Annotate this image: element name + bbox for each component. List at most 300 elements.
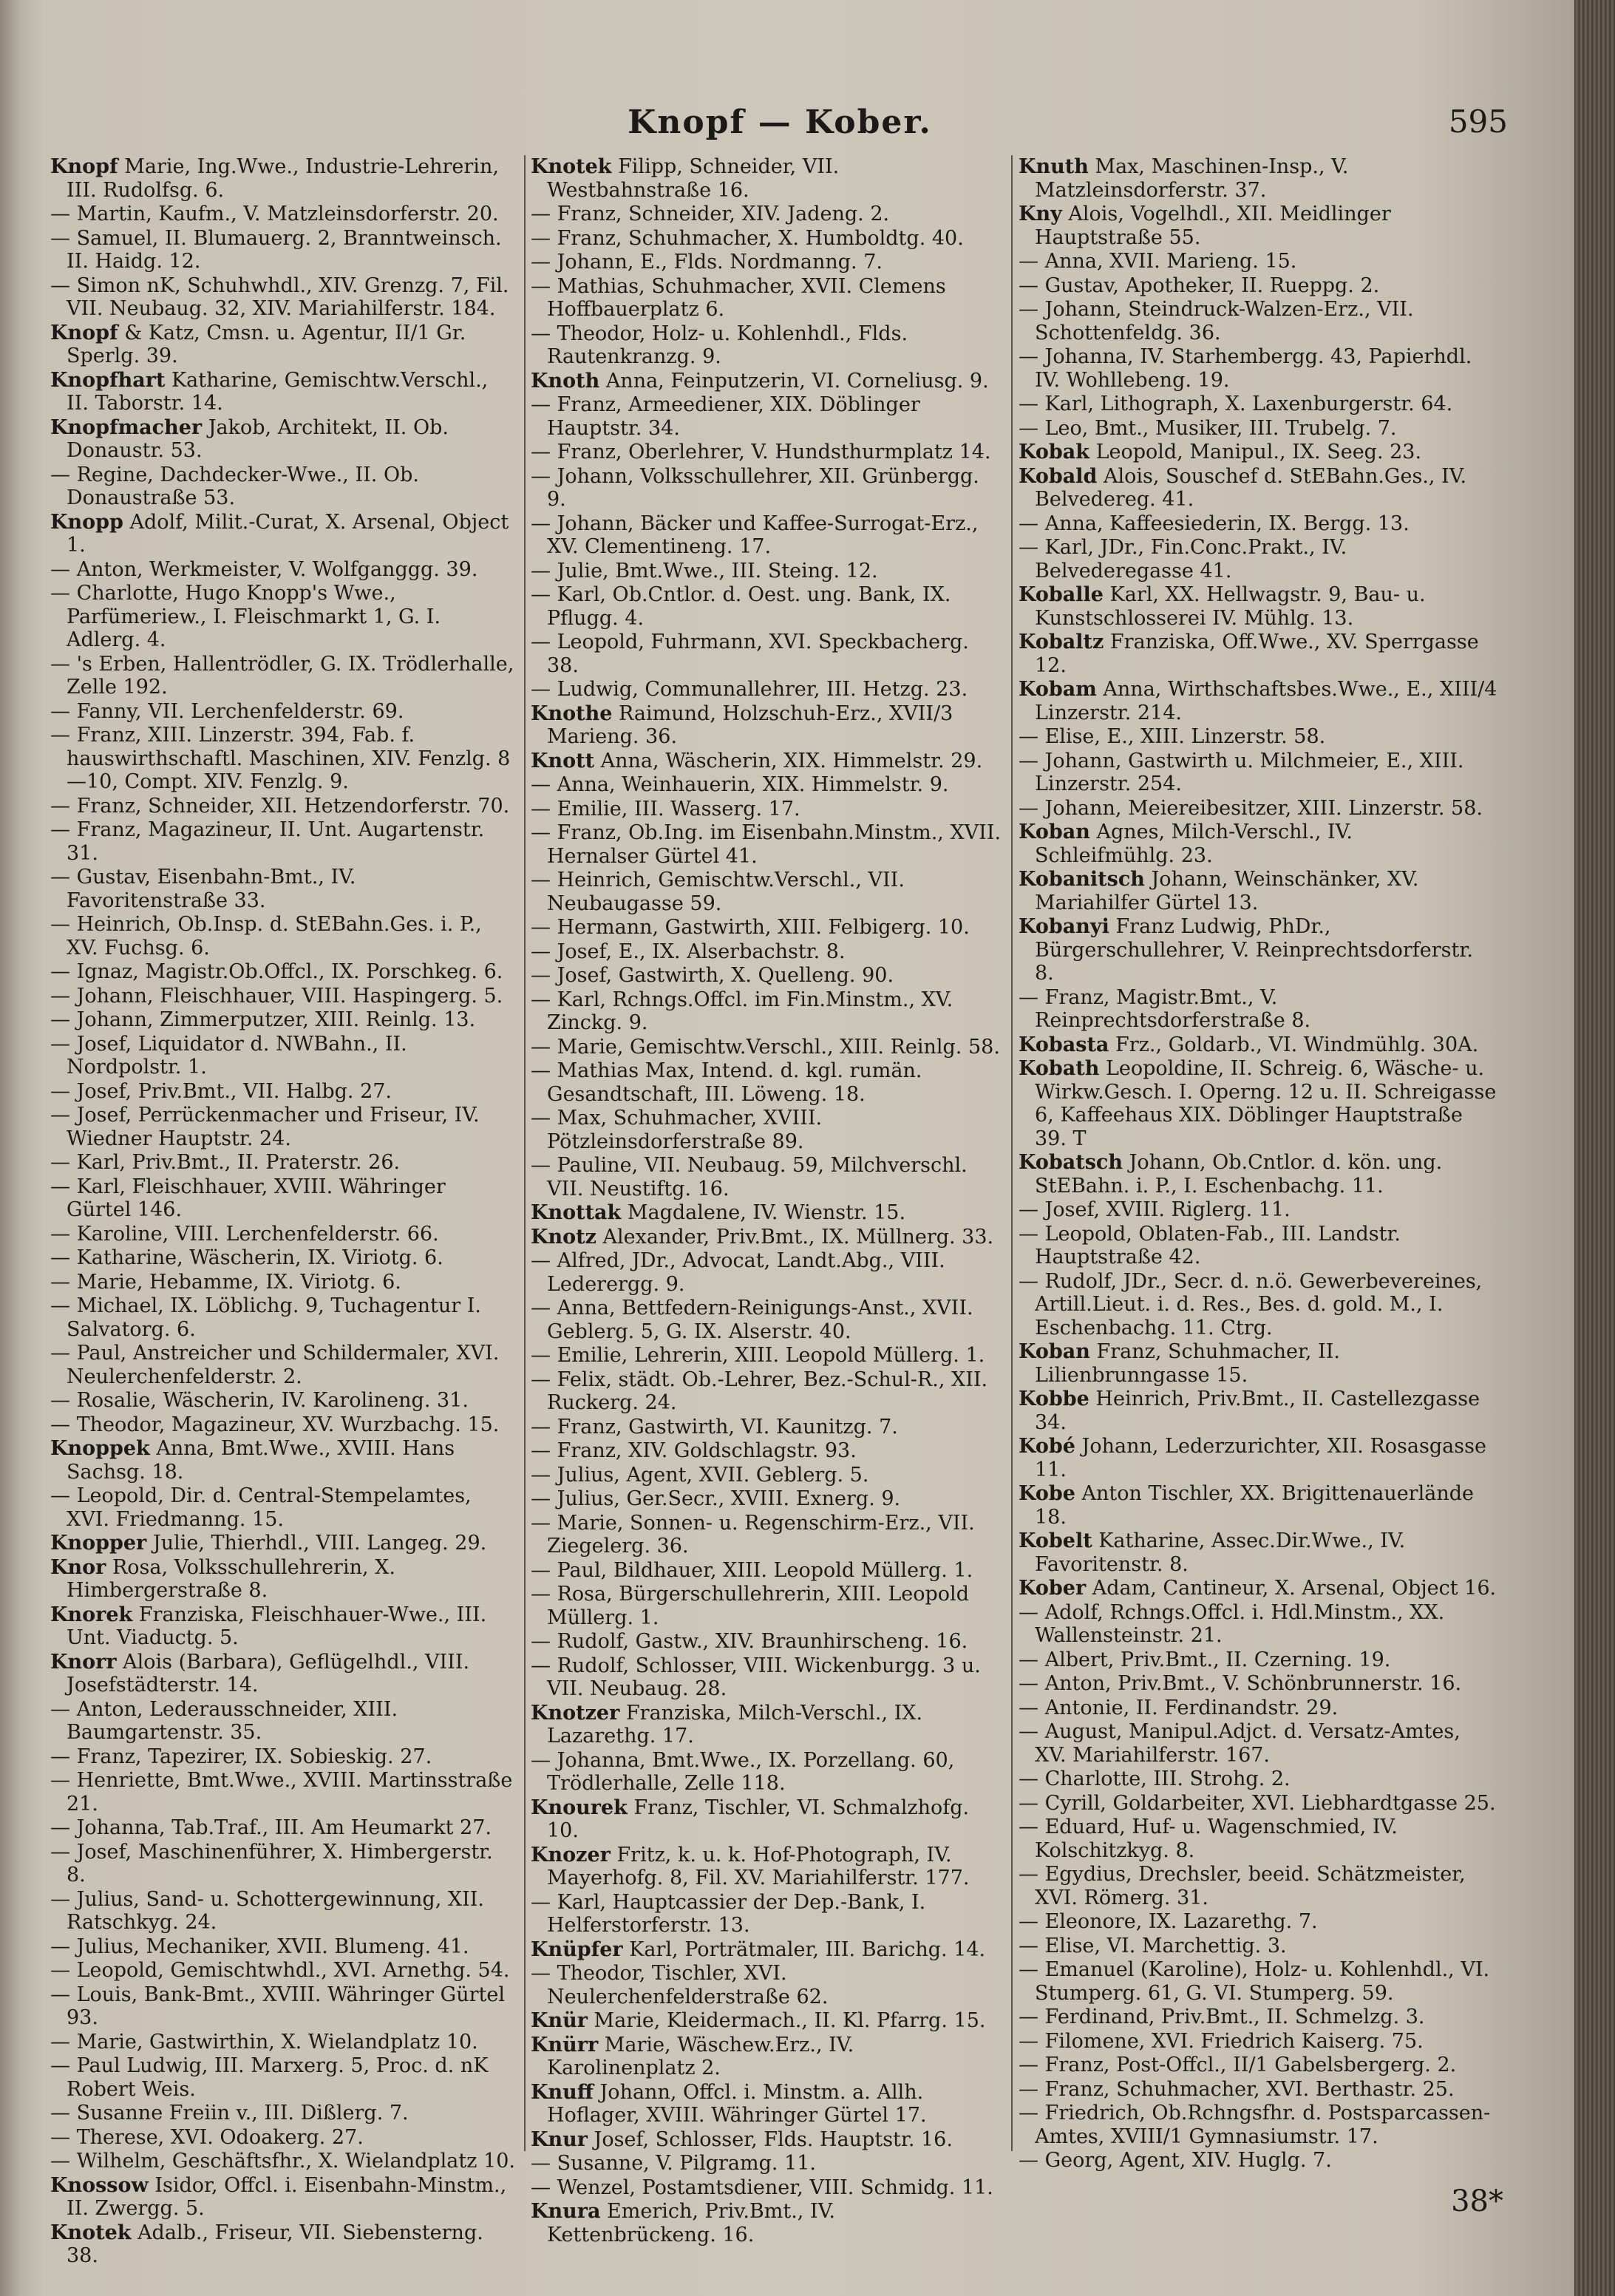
- entry-text: — Karl, JDr., Fin.Conc.Prakt., IV. Belvederegasse 41.: [1019, 536, 1347, 583]
- entry-text: Leopold, Manipul., IX. Seeg. 23.: [1095, 441, 1422, 463]
- entry-text: Emerich, Priv.Bmt., IV. Kettenbrückeng. 16.: [547, 2200, 835, 2246]
- directory-entry: [50, 582, 516, 652]
- entry-text: — Gustav, Eisenbahn-Bmt., IV. Favoritenstraße 33.: [50, 866, 356, 912]
- entry-text: — Adolf, Rchngs.Offcl. i. Hdl.Minstm., XX. Wallensteinstr. 21.: [1019, 1600, 1445, 1647]
- entry-text: Alois (Barbara), Geflügelhdl., VIII. Josefstädterstr. 14.: [67, 1650, 470, 1696]
- directory-entry: [50, 1104, 516, 1150]
- directory-entry: [531, 1059, 1004, 1106]
- entry-text: — Hermann, Gastwirth, XIII. Felbigerg. 10.: [531, 916, 970, 939]
- directory-entry: [1019, 1270, 1497, 1340]
- entry-surname: Kobald: [1019, 464, 1098, 488]
- entry-text: — Marie, Gastwirthin, X. Wielandplatz 10.: [50, 2030, 478, 2054]
- entry-surname: Knoppek: [50, 1437, 150, 1460]
- entry-text: — Pauline, VII. Neubaug. 59, Milchverschl. VII. Neustiftg. 16.: [531, 1154, 968, 1200]
- directory-entry: [531, 1749, 1004, 1796]
- directory-entry: [50, 2102, 516, 2125]
- directory-entry: [50, 511, 516, 557]
- directory-entry: [50, 818, 516, 865]
- entry-surname: Knüpfer: [531, 1937, 623, 1961]
- entry-surname: Knopfmacher: [50, 415, 203, 439]
- directory-entry: [50, 913, 516, 960]
- directory-entry: [531, 155, 1004, 202]
- entry-surname: Kny: [1019, 203, 1062, 225]
- directory-entry: [50, 1246, 516, 1270]
- directory-entry: [531, 2200, 1004, 2246]
- entry-text: — Simon nK, Schuhwhdl., XIV. Grenzg. 7, Fil. VII. Neubaug. 32, XIV. Mariahilferstr. 184.: [50, 274, 509, 320]
- entry-text: — Leopold, Gemischtwhdl., XVI. Arnethg. 54.: [50, 1959, 510, 1982]
- entry-text: Karl, XX. Hellwagstr. 9, Bau- u. Kunstschlosserei IV. Mühlg. 13.: [1035, 583, 1426, 630]
- directory-entry: [1019, 274, 1497, 298]
- directory-entry: [531, 441, 1004, 464]
- entry-text: Marie, Wäschew.Erz., IV. Karolinenplatz 2.: [547, 2033, 854, 2079]
- entry-surname: Kobam: [1019, 678, 1097, 701]
- entry-text: Jakob, Architekt, II. Ob. Donaustr. 53.: [67, 415, 449, 462]
- directory-entry: [50, 558, 516, 582]
- entry-text: — Franz, Oberlehrer, V. Hundsthurmplatz 14.: [531, 441, 991, 463]
- entry-surname: Knorek: [50, 1603, 133, 1626]
- entry-text: — Franz, XIII. Linzerstr. 394, Fab. f. hauswirthschaftl. Maschinen, XIV. Fenzlg. 8—10, Compt. XIV. Fenzlg. 9.: [50, 724, 511, 793]
- entry-surname: Knotek: [531, 155, 612, 178]
- entry-text: Anna, Feinputzerin, VI. Corneliusg. 9.: [605, 369, 989, 393]
- directory-entry: [1019, 2102, 1497, 2148]
- entry-text: — Heinrich, Gemischtw.Verschl., VII. Neubaugasse 59.: [531, 869, 905, 915]
- directory-entry: [50, 1413, 516, 1437]
- entry-text: — Anna, Weinhauerin, XIX. Himmelstr. 9.: [531, 773, 949, 796]
- directory-entry: [1019, 512, 1497, 536]
- directory-entry: [1019, 1816, 1497, 1862]
- directory-entry: [1019, 2005, 1497, 2029]
- directory-entry: [50, 369, 516, 415]
- entry-surname: Knuth: [1019, 155, 1089, 178]
- entry-text: — Johanna, Bmt.Wwe., IX. Porzellang. 60, Trödlerhalle, Zelle 118.: [531, 1748, 955, 1795]
- entry-text: Johann, Lederzurichter, XII. Rosasgasse 11.: [1035, 1435, 1486, 1481]
- directory-entry: [531, 1702, 1004, 1748]
- directory-entry: [1019, 2078, 1497, 2102]
- entry-text: — Max, Schuhmacher, XVIII. Pötzleinsdorferstraße 89.: [531, 1107, 823, 1153]
- entry-text: — Mathias, Schuhmacher, XVII. Clemens Hoffbauerplatz 6.: [531, 274, 946, 321]
- entry-text: — Franz, Magistr.Bmt., V. Reinprechtsdorferstraße 8.: [1019, 985, 1311, 1032]
- entry-text: Katharine, Gemischtw.Verschl., II. Taborstr. 14.: [67, 368, 489, 415]
- directory-entry: [1019, 298, 1497, 344]
- entry-text: — Josef, XVIII. Riglerg. 11.: [1019, 1198, 1291, 1221]
- entry-text: — Paul Ludwig, III. Marxerg. 5, Proc. d. nK Robert Weis.: [50, 2054, 489, 2101]
- entry-text: — Theodor, Magazineur, XV. Wurzbachg. 15.: [50, 1413, 500, 1436]
- directory-entry: [1019, 2030, 1497, 2054]
- directory-entry: [531, 251, 1004, 274]
- entry-text: Franziska, Fleischhauer-Wwe., III. Unt. Viaductg. 5.: [67, 1603, 487, 1649]
- entry-surname: Knotek: [50, 2221, 132, 2244]
- directory-entry: [1019, 393, 1497, 416]
- directory-entry: [50, 653, 516, 699]
- directory-entry: [50, 1033, 516, 1079]
- directory-entry: [1019, 1863, 1497, 1909]
- entry-text: Marie, Ing.Wwe., Industrie-Lehrerin, III. Rudolfsg. 6.: [67, 155, 499, 202]
- directory-entry: [1019, 441, 1497, 464]
- directory-entry: [50, 1175, 516, 1222]
- entry-text: — Anton, Lederausschneider, XIII. Baumgartenstr. 35.: [50, 1697, 398, 1744]
- entry-surname: Knottak: [531, 1201, 622, 1224]
- directory-entry: [1019, 250, 1497, 274]
- entry-text: — Emanuel (Karoline), Holz- u. Kohlenhdl., VI. Stumperg. 61, G. VI. Stumperg. 59.: [1019, 1958, 1490, 2005]
- entry-surname: Kobasta: [1019, 1033, 1109, 1056]
- directory-entry: [531, 1938, 1004, 1962]
- entry-surname: Kobanitsch: [1019, 868, 1145, 891]
- entry-text: — Karl, Priv.Bmt., II. Praterstr. 26.: [50, 1151, 401, 1174]
- directory-entry: [50, 1532, 516, 1555]
- directory-entry: [531, 1844, 1004, 1890]
- entry-text: — Henriette, Bmt.Wwe., XVIII. Martinsstraße 21.: [50, 1769, 513, 1816]
- directory-entry: [531, 2176, 1004, 2200]
- entry-text: — Rosa, Bürgerschullehrerin, XIII. Leopold Müllerg. 1.: [531, 1583, 969, 1629]
- entry-surname: Knür: [531, 2009, 588, 2032]
- entry-text: — Heinrich, Ob.Insp. d. StEBahn.Ges. i. P., XV. Fuchsg. 6.: [50, 913, 482, 960]
- directory-entry: [50, 960, 516, 984]
- directory-entry: [50, 1008, 516, 1032]
- directory-entry: [1019, 1198, 1497, 1222]
- directory-entry: [1019, 1577, 1497, 1600]
- entry-text: Agnes, Milch-Verschl., IV. Schleifmühlg. 23.: [1035, 821, 1353, 867]
- entry-text: Adalb., Friseur, VII. Siebensterng. 38.: [67, 2221, 483, 2267]
- directory-entry: [1019, 750, 1497, 796]
- entry-text: — Karl, Fleischhauer, XVIII. Währinger Gürtel 146.: [50, 1175, 446, 1221]
- directory-columns: [50, 155, 1497, 2267]
- entry-surname: Knotz: [531, 1225, 596, 1249]
- column-1: [50, 155, 516, 2267]
- entry-text: — Johann, E., Flds. Nordmanng. 7.: [531, 251, 883, 274]
- directory-entry: [50, 2031, 516, 2054]
- directory-entry: [531, 798, 1004, 821]
- entry-text: — Johann, Volksschullehrer, XII. Grünbergg. 9.: [531, 464, 979, 511]
- entry-surname: Kobanyi: [1019, 915, 1109, 938]
- entry-surname: Kobath: [1019, 1057, 1100, 1080]
- entry-text: — Karoline, VIII. Lerchenfelderstr. 66.: [50, 1222, 439, 1246]
- directory-entry: [531, 370, 1004, 393]
- entry-text: Adam, Cantineur, X. Arsenal, Object 16.: [1092, 1577, 1497, 1600]
- directory-entry: [50, 795, 516, 818]
- entry-text: — Mathias Max, Intend. d. kgl. rumän. Gesandtschaft, III. Löweng. 18.: [531, 1059, 922, 1106]
- entry-surname: Knor: [50, 1555, 106, 1579]
- entry-surname: Kobak: [1019, 441, 1089, 463]
- entry-text: Marie, Kleidermach., II. Kl. Pfarrg. 15.: [594, 2009, 986, 2032]
- entry-text: Frz., Goldarb., VI. Windmühlg. 30A.: [1115, 1033, 1479, 1056]
- directory-entry: [531, 1439, 1004, 1463]
- signature-mark: 38*: [1451, 2184, 1503, 2218]
- directory-entry: [50, 1603, 516, 1650]
- directory-entry: [50, 322, 516, 368]
- directory-entry: [1019, 583, 1497, 630]
- directory-entry: [50, 1437, 516, 1484]
- entry-text: Josef, Schlosser, Flds. Hauptstr. 16.: [594, 2127, 953, 2151]
- entry-text: — Julie, Bmt.Wwe., III. Steing. 12.: [531, 559, 878, 583]
- directory-entry: [50, 1151, 516, 1175]
- entry-text: Alois, Vogelhdl., XII. Meidlinger Hauptstraße 55.: [1035, 203, 1391, 249]
- entry-text: — Johann, Gastwirth u. Milchmeier, E., XIII. Linzerstr. 254.: [1019, 749, 1464, 795]
- directory-entry: [1019, 915, 1497, 985]
- entry-text: — Katharine, Wäscherin, IX. Viriotg. 6.: [50, 1246, 443, 1269]
- directory-entry: [1019, 1435, 1497, 1481]
- directory-entry: [50, 1816, 516, 1840]
- directory-entry: [531, 678, 1004, 702]
- entry-surname: Knourek: [531, 1796, 628, 1819]
- directory-entry: [1019, 417, 1497, 441]
- directory-entry: [50, 2150, 516, 2173]
- entry-surname: Kobe: [1019, 1482, 1075, 1505]
- entry-text: — Elise, VI. Marchettig. 3.: [1019, 1934, 1287, 1957]
- directory-entry: [50, 1888, 516, 1935]
- entry-text: — Johann, Bäcker und Kaffee-Surrogat-Erz., XV. Clementineng. 17.: [531, 512, 979, 558]
- directory-entry: [531, 1036, 1004, 1059]
- entry-text: — Paul, Anstreicher und Schildermaler, XVI. Neulerchenfelderstr. 2.: [50, 1342, 500, 1388]
- directory-entry: [531, 702, 1004, 749]
- directory-entry: [50, 1651, 516, 1697]
- entry-text: — Georg, Agent, XIV. Huglg. 7.: [1019, 2149, 1332, 2172]
- entry-text: — Friedrich, Ob.Rchngsfhr. d. Postsparcassen-Amtes, XVIII/1 Gymnasiumstr. 17.: [1019, 2102, 1491, 2148]
- directory-entry: [531, 869, 1004, 915]
- entry-text: Isidor, Offcl. i. Eisenbahn-Minstm., II. Zwergg. 5.: [67, 2173, 507, 2220]
- entry-text: — Leo, Bmt., Musiker, III. Trubelg. 7.: [1019, 416, 1397, 440]
- entry-text: — Anna, XVII. Marieng. 15.: [1019, 250, 1297, 273]
- entry-text: — Alfred, JDr., Advocat, Landt.Abg., VIII. Lederergg. 9.: [531, 1249, 945, 1296]
- directory-entry: [1019, 1935, 1497, 1958]
- directory-entry: [50, 724, 516, 794]
- entry-text: — Susanne, V. Pilgramg. 11.: [531, 2152, 817, 2175]
- directory-entry: [50, 463, 516, 510]
- directory-entry: [1019, 1767, 1497, 1791]
- directory-entry: [1019, 2149, 1497, 2173]
- entry-text: Franz, Tischler, VI. Schmalzhofg. 10.: [547, 1796, 970, 1842]
- entry-text: — Susanne Freiin v., III. Dißlerg. 7.: [50, 2102, 409, 2125]
- directory-entry: [531, 512, 1004, 559]
- directory-entry: [531, 1107, 1004, 1153]
- entry-text: — Julius, Sand- u. Schottergewinnung, XII. Ratschkyg. 24.: [50, 1887, 484, 1934]
- entry-text: — Franz, XIV. Goldschlagstr. 93.: [531, 1439, 857, 1462]
- directory-entry: [50, 2054, 516, 2101]
- entry-surname: Kobbe: [1019, 1388, 1089, 1410]
- entry-surname: Knürr: [531, 2033, 599, 2056]
- directory-entry: [50, 1556, 516, 1603]
- entry-text: — Johann, Steindruck-Walzen-Erz., VII. Schottenfeldg. 36.: [1019, 298, 1414, 344]
- entry-text: — Franz, Schuhmacher, X. Humboldtg. 40.: [531, 226, 964, 250]
- entry-text: — Johanna, IV. Starhembergg. 43, Papierhdl. IV. Wohllebeng. 19.: [1019, 345, 1472, 392]
- entry-surname: Kobelt: [1019, 1529, 1092, 1552]
- entry-surname: Kober: [1019, 1577, 1087, 1600]
- directory-entry: [50, 1935, 516, 1959]
- entry-text: Karl, Porträtmaler, III. Barichg. 14.: [629, 1937, 986, 1961]
- entry-text: — Elise, E., XIII. Linzerstr. 58.: [1019, 725, 1326, 748]
- directory-entry: [50, 1484, 516, 1531]
- directory-entry: [531, 773, 1004, 797]
- directory-entry: [531, 2152, 1004, 2176]
- directory-entry: [50, 1294, 516, 1341]
- entry-text: — Rudolf, Gastw., XIV. Braunhirscheng. 16.: [531, 1630, 968, 1653]
- directory-entry: [50, 866, 516, 912]
- entry-surname: Knuff: [531, 2080, 594, 2104]
- entry-text: — Karl, Rchngs.Offcl. im Fin.Minstm., XV. Zinckg. 9.: [531, 988, 953, 1034]
- directory-entry: [1019, 465, 1497, 512]
- directory-entry: [1019, 797, 1497, 821]
- page-title: Knopf — Kober.: [628, 103, 932, 141]
- directory-entry: [531, 916, 1004, 940]
- entry-text: Heinrich, Priv.Bmt., II. Castellezgasse 34.: [1035, 1388, 1480, 1434]
- entry-text: Leopoldine, II. Schreig. 6, Wäsche- u. Wirkw.Gesch. I. Operng. 12 u. II. Schreigasse 6, Kaffeehaus XIX. Döblinger Hauptstraße 39. T: [1035, 1057, 1497, 1150]
- entry-text: — Egydius, Drechsler, beeid. Schätzmeister, XVI. Römerg. 31.: [1019, 1863, 1466, 1909]
- entry-surname: Knopf: [50, 321, 118, 344]
- entry-text: — Josef, Maschinenführer, X. Himbergerstr. 8.: [50, 1840, 493, 1886]
- entry-text: Franz Ludwig, PhDr., Bürgerschullehrer, V. Reinprechtsdorferstr. 8.: [1035, 915, 1473, 985]
- directory-entry: [1019, 345, 1497, 392]
- entry-text: — Rosalie, Wäscherin, IV. Karolineng. 31.: [50, 1389, 469, 1412]
- directory-entry: [531, 1654, 1004, 1701]
- entry-text: Anna, Bmt.Wwe., XVIII. Hans Sachsg. 18.: [67, 1437, 455, 1484]
- column-2: [531, 155, 1004, 2246]
- entry-text: Johann, Offcl. i. Minstm. a. Allh. Hoflager, XVIII. Währinger Gürtel 17.: [547, 2080, 927, 2127]
- entry-text: — Regine, Dachdecker-Wwe., II. Ob. Donaustraße 53.: [50, 463, 419, 509]
- entry-surname: Knopf: [50, 155, 118, 178]
- directory-entry: [1019, 203, 1497, 249]
- entry-text: — Anton, Priv.Bmt., V. Schönbrunnerstr. 16.: [1019, 1672, 1462, 1695]
- entry-text: — Anna, Kaffeesiederin, IX. Bergg. 13.: [1019, 512, 1410, 535]
- entry-text: & Katz, Cmsn. u. Agentur, II/1 Gr. Sperlg. 39.: [67, 321, 466, 367]
- directory-entry: [531, 2009, 1004, 2033]
- directory-entry: [531, 583, 1004, 630]
- entry-text: Johann, Weinschänker, XV. Mariahilfer Gürtel 13.: [1035, 868, 1419, 914]
- entry-text: — Therese, XVI. Odoakerg. 27.: [50, 2125, 364, 2149]
- directory-entry: [50, 1271, 516, 1294]
- entry-text: — Antonie, II. Ferdinandstr. 29.: [1019, 1696, 1339, 1719]
- column-3: [1019, 155, 1497, 2172]
- entry-text: Franziska, Milch-Verschl., IX. Lazarethg. 17.: [547, 1701, 923, 1748]
- entry-text: — Leopold, Oblaten-Fab., III. Landstr. Hauptstraße 42.: [1019, 1222, 1401, 1268]
- entry-text: Rosa, Volksschullehrerin, X. Himbergerstraße 8.: [67, 1555, 395, 1602]
- directory-entry: [50, 700, 516, 724]
- directory-entry: [50, 203, 516, 226]
- entry-text: — Josef, Gastwirth, X. Quelleng. 90.: [531, 964, 894, 987]
- directory-entry: [531, 940, 1004, 964]
- directory-entry: [531, 203, 1004, 226]
- directory-entry: [531, 1154, 1004, 1200]
- entry-surname: Knothe: [531, 702, 613, 725]
- directory-entry: [1019, 1151, 1497, 1198]
- directory-entry: [531, 1487, 1004, 1511]
- directory-entry: [531, 1796, 1004, 1843]
- directory-entry: [1019, 631, 1497, 677]
- directory-entry: [531, 1559, 1004, 1583]
- entry-text: Johann, Ob.Cntlor. d. kön. ung. StEBahn. i. P., I. Eschenbachg. 11.: [1035, 1151, 1443, 1198]
- entry-surname: Koballe: [1019, 583, 1104, 606]
- entry-text: — Josef, E., IX. Alserbachstr. 8.: [531, 940, 846, 963]
- entry-text: — Franz, Magazineur, II. Unt. Augartenstr. 31.: [50, 818, 485, 865]
- directory-entry: [531, 964, 1004, 988]
- entry-text: Raimund, Holzschuh-Erz., XVII/3 Marieng. 36.: [547, 702, 953, 748]
- directory-entry: [1019, 1672, 1497, 1696]
- directory-entry: [531, 1416, 1004, 1439]
- directory-entry: [531, 1344, 1004, 1368]
- directory-entry: [50, 2126, 516, 2150]
- entry-text: Alexander, Priv.Bmt., IX. Müllnerg. 33.: [602, 1225, 994, 1249]
- entry-surname: Knozer: [531, 1843, 611, 1867]
- entry-text: — Rudolf, JDr., Secr. d. n.ö. Gewerbevereines, Artill.Lieut. i. d. Res., Bes. d. gold. M., I. Eschenbachg. 11. Ctrg.: [1019, 1269, 1483, 1339]
- entry-text: Max, Maschinen-Insp., V. Matzleinsdorferstr. 37.: [1035, 155, 1349, 202]
- entry-text: — Theodor, Tischler, XVI. Neulerchenfelderstraße 62.: [531, 1962, 829, 2008]
- entry-text: — Josef, Liquidator d. NWBahn., II. Nordpolstr. 1.: [50, 1032, 407, 1079]
- entry-text: — Ferdinand, Priv.Bmt., II. Schmelzg. 3.: [1019, 2005, 1425, 2028]
- entry-text: — Johann, Zimmerputzer, XIII. Reinlg. 13.: [50, 1008, 476, 1031]
- directory-entry: [531, 465, 1004, 512]
- entry-text: — Franz, Tapezirer, IX. Sobieskig. 27.: [50, 1745, 432, 1768]
- entry-text: — Ignaz, Magistr.Ob.Offcl., IX. Porschkeg. 6.: [50, 960, 503, 983]
- entry-text: Franz, Schuhmacher, II. Lilienbrunngasse 15.: [1035, 1340, 1340, 1387]
- directory-entry: [1019, 1696, 1497, 1720]
- directory-entry: [50, 1983, 516, 2030]
- entry-text: — Theodor, Holz- u. Kohlenhdl., Flds. Rautenkranzg. 9.: [531, 322, 908, 368]
- entry-text: — Karl, Ob.Cntlor. d. Oest. ung. Bank, IX. Pflugg. 4.: [531, 583, 951, 630]
- page-header: [52, 103, 1508, 148]
- entry-text: — Rudolf, Schlosser, VIII. Wickenburgg. 3 u. VII. Neubaug. 28.: [531, 1654, 981, 1700]
- entry-surname: Knopp: [50, 510, 123, 534]
- directory-entry: [531, 275, 1004, 322]
- entry-text: — 's Erben, Hallentrödler, G. IX. Trödlerhalle, Zelle 192.: [50, 652, 514, 699]
- directory-entry: [1019, 868, 1497, 914]
- entry-text: Anton Tischler, XX. Brigittenauerlände 18.: [1035, 1482, 1474, 1529]
- entry-text: — Franz, Post-Offcl., II/1 Gabelsbergerg. 2.: [1019, 2054, 1457, 2076]
- entry-text: Fritz, k. u. k. Hof-Photograph, IV. Mayerhofg. 8, Fil. XV. Mariahilferstr. 177.: [547, 1843, 970, 1889]
- entry-text: — Franz, Gastwirth, VI. Kaunitzg. 7.: [531, 1415, 898, 1439]
- directory-entry: [531, 560, 1004, 583]
- entry-surname: Knorr: [50, 1650, 117, 1674]
- directory-entry: [50, 1223, 516, 1246]
- entry-text: — Josef, Priv.Bmt., VII. Halbg. 27.: [50, 1079, 392, 1103]
- directory-entry: [531, 1297, 1004, 1343]
- entry-text: — Marie, Hebamme, IX. Viriotg. 6.: [50, 1270, 401, 1294]
- entry-text: — Eleonore, IX. Lazarethg. 7.: [1019, 1910, 1318, 1933]
- entry-text: — Karl, Lithograph, X. Laxenburgerstr. 64.: [1019, 393, 1453, 415]
- directory-entry: [531, 1226, 1004, 1249]
- directory-entry: [1019, 1601, 1497, 1648]
- directory-entry: [50, 155, 516, 202]
- directory-entry: [1019, 678, 1497, 724]
- directory-entry: [1019, 1910, 1497, 1934]
- directory-entry: [1019, 1033, 1497, 1057]
- entry-text: — Franz, Schneider, XII. Hetzendorferstr. 70.: [50, 794, 510, 818]
- entry-surname: Kobé: [1019, 1435, 1075, 1458]
- entry-surname: Knoth: [531, 369, 600, 393]
- entry-text: Adolf, Milit.-Curat, X. Arsenal, Object 1.: [67, 510, 509, 557]
- directory-entry: [50, 1745, 516, 1769]
- entry-text: — Gustav, Apotheker, II. Rueppg. 2.: [1019, 274, 1380, 297]
- directory-entry: [50, 1080, 516, 1104]
- directory-entry: [1019, 1648, 1497, 1672]
- entry-surname: Koban: [1019, 1340, 1090, 1363]
- directory-entry: [50, 985, 516, 1008]
- directory-entry: [50, 227, 516, 274]
- entry-text: — Marie, Sonnen- u. Regenschirm-Erz., VII. Ziegelerg. 36.: [531, 1511, 975, 1558]
- entry-surname: Kobatsch: [1019, 1151, 1123, 1174]
- entry-surname: Knossow: [50, 2173, 149, 2197]
- directory-entry: [531, 2128, 1004, 2152]
- entry-text: — Fanny, VII. Lerchenfelderstr. 69.: [50, 699, 404, 723]
- directory-entry: [531, 2034, 1004, 2080]
- entry-surname: Knott: [531, 749, 595, 772]
- directory-entry: [531, 1201, 1004, 1225]
- entry-text: — Julius, Ger.Secr., XVIII. Exnerg. 9.: [531, 1487, 901, 1510]
- directory-entry: [50, 274, 516, 321]
- directory-entry: [50, 2221, 516, 2268]
- entry-text: — Johanna, Tab.Traf., III. Am Heumarkt 27.: [50, 1816, 492, 1839]
- entry-text: — Cyrill, Goldarbeiter, XVI. Liebhardtgasse 25.: [1019, 1791, 1496, 1815]
- directory-entry: [531, 1512, 1004, 1558]
- entry-text: — Emilie, Lehrerin, XIII. Leopold Müllerg. 1.: [531, 1344, 985, 1367]
- entry-text: — Johann, Meiereibesitzer, XIII. Linzerstr. 58.: [1019, 796, 1483, 820]
